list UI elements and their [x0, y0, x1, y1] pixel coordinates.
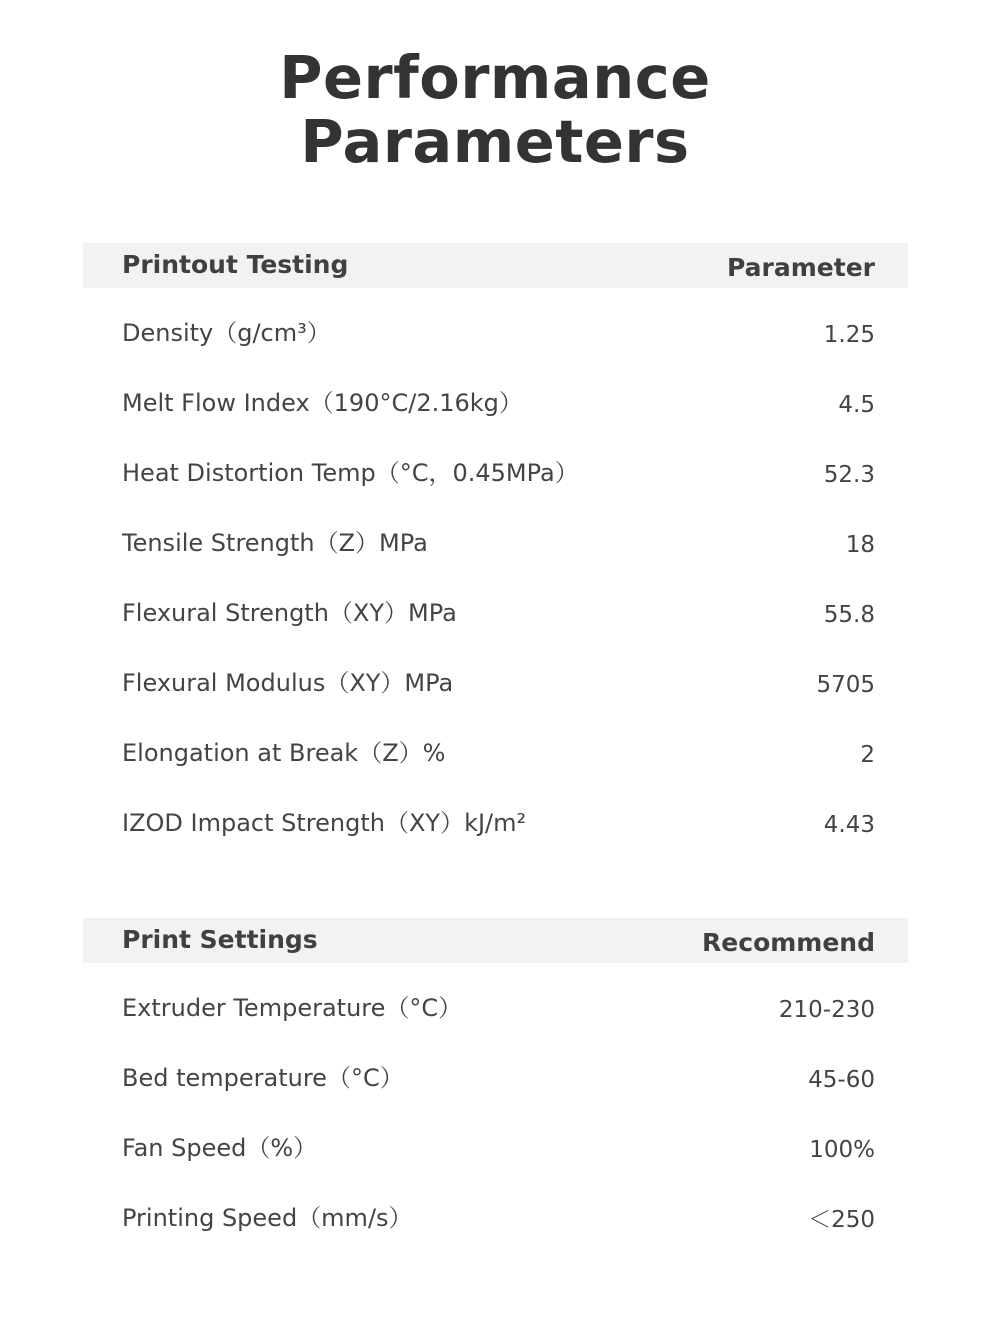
- row-label: Printing Speed（mm/s）: [122, 1204, 413, 1232]
- printout-testing-header: [83, 243, 908, 288]
- printout-testing-header-label: Printout Testing: [122, 250, 349, 279]
- row-label: Melt Flow Index（190°C/2.16kg）: [122, 389, 523, 417]
- row-value: 210-230: [778, 997, 875, 1023]
- row-value: ＜250: [808, 1207, 875, 1233]
- table-row: [83, 568, 908, 638]
- table-row: [83, 638, 908, 708]
- print-settings-table: [83, 918, 908, 1243]
- table-row: [83, 778, 908, 848]
- row-value: 55.8: [823, 602, 875, 628]
- table-row: [83, 1173, 908, 1243]
- row-value: 4.5: [838, 392, 875, 418]
- row-value: 52.3: [823, 462, 875, 488]
- print-settings-header: [83, 918, 908, 963]
- row-value: 2: [860, 742, 875, 768]
- print-settings-header-value: Recommend: [702, 928, 875, 957]
- table-row: [83, 428, 908, 498]
- row-label: Tensile Strength（Z）MPa: [122, 529, 428, 557]
- row-label: Extruder Temperature（°C）: [122, 994, 463, 1022]
- row-value: 18: [845, 532, 875, 558]
- row-value: 45-60: [808, 1067, 875, 1093]
- page-title-line-2: Parameters: [300, 107, 690, 176]
- row-label: Heat Distortion Temp（°C，0.45MPa）: [122, 459, 579, 487]
- table-row: [83, 1103, 908, 1173]
- row-label: Flexural Modulus（XY）MPa: [122, 669, 454, 697]
- row-label: Flexural Strength（XY）MPa: [122, 599, 457, 627]
- printout-testing-table: [83, 243, 908, 848]
- row-label: Elongation at Break（Z）%: [122, 739, 446, 767]
- row-value: 4.43: [823, 812, 875, 838]
- table-row: [83, 1033, 908, 1103]
- print-settings-header-label: Print Settings: [122, 925, 318, 954]
- table-row: [83, 358, 908, 428]
- table-row: [83, 963, 908, 1033]
- row-label: Fan Speed（%）: [122, 1134, 318, 1162]
- row-label: IZOD Impact Strength（XY）kJ/m²: [122, 809, 527, 837]
- printout-testing-header-value: Parameter: [727, 253, 875, 282]
- row-label: Density（g/cm³）: [122, 319, 331, 347]
- table-row: [83, 498, 908, 568]
- page-title-line-1: Performance: [279, 43, 711, 112]
- row-value: 100%: [809, 1137, 875, 1163]
- page-title: [0, 43, 990, 176]
- row-label: Bed temperature（°C）: [122, 1064, 404, 1092]
- row-value: 1.25: [823, 322, 875, 348]
- row-value: 5705: [816, 672, 875, 698]
- table-row: [83, 288, 908, 358]
- table-row: [83, 708, 908, 778]
